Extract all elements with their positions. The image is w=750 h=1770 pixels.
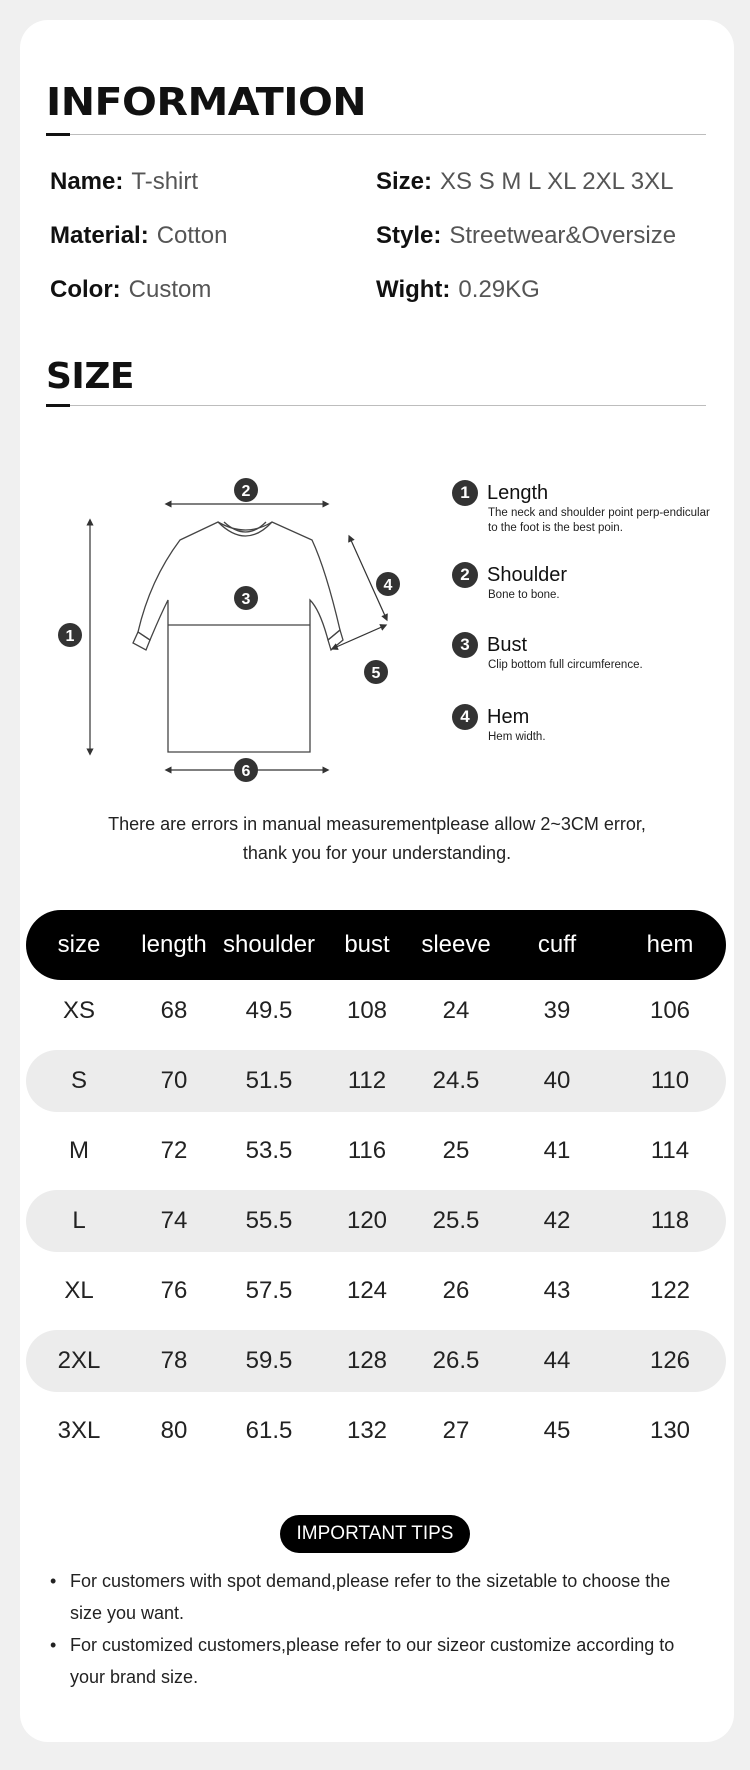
table-cell: 78 (160, 1347, 188, 1374)
legend-number: 3 (452, 632, 478, 658)
header-cell: length (141, 931, 207, 958)
svg-text:4: 4 (383, 577, 393, 594)
svg-text:2: 2 (241, 483, 251, 500)
table-header (26, 910, 726, 980)
legend-number: 4 (452, 704, 478, 730)
legend-title: Bust (487, 633, 528, 656)
table-row (26, 1260, 726, 1322)
legend-bust (452, 632, 718, 673)
table-cell: 122 (649, 1277, 691, 1304)
size-table (26, 910, 726, 1470)
measurement-note: There are errors in manual measurementplease allow 2~3CM error, thank you for your understanding. (108, 814, 646, 863)
legend-title: Hem (487, 705, 530, 728)
table-cell: XL (64, 1277, 94, 1304)
table-cell: 25 (442, 1137, 470, 1164)
info-material: Material: Cotton (50, 222, 228, 249)
info-name: Name: T-shirt (50, 168, 199, 195)
table-cell: 106 (649, 997, 691, 1024)
svg-text:1: 1 (65, 628, 75, 645)
information-divider (46, 134, 706, 135)
table-cell: 110 (650, 1067, 690, 1094)
table-cell: 118 (650, 1207, 690, 1234)
table-cell: 24 (442, 997, 470, 1024)
header-cell: sleeve (421, 931, 491, 958)
table-cell: 24.5 (432, 1067, 480, 1094)
diagram-badge-hem (234, 758, 258, 782)
table-cell: 3XL (57, 1417, 101, 1444)
legend-description: Hem width. (488, 731, 546, 743)
legend-title: Shoulder (487, 563, 568, 586)
table-cell: 41 (543, 1137, 571, 1164)
header-cell: cuff (537, 931, 577, 958)
table-cell: 72 (160, 1137, 188, 1164)
table-cell: 45 (543, 1417, 571, 1444)
tip-item: • For customized customers,please refer to our sizeor customize according to your brand size. (50, 1635, 675, 1687)
table-cell: 40 (543, 1067, 571, 1094)
legend-length (452, 480, 718, 536)
info-color: Color: Custom (50, 276, 212, 303)
table-cell: XS (62, 997, 95, 1024)
table-cell: 112 (347, 1067, 387, 1094)
table-cell: 43 (543, 1277, 571, 1304)
diagram-badge-shoulder (234, 478, 258, 502)
info-size: Size: XS S M L XL 2XL 3XL (376, 168, 674, 195)
table-cell: 26 (442, 1277, 470, 1304)
diagram-badge-length (58, 623, 82, 647)
svg-text:3: 3 (241, 591, 251, 608)
table-cell: 128 (346, 1347, 388, 1374)
table-cell: 132 (346, 1417, 388, 1444)
information-divider-accent (46, 133, 70, 136)
table-cell: 44 (543, 1347, 571, 1374)
table-cell: L (72, 1207, 86, 1234)
header-cell: hem (646, 931, 694, 958)
table-body (26, 980, 726, 1462)
table-cell: 25.5 (432, 1207, 480, 1234)
table-row (26, 980, 726, 1042)
table-cell: 80 (160, 1417, 188, 1444)
legend-number: 2 (452, 562, 478, 588)
header-cell: shoulder (222, 931, 316, 958)
product-info-card (20, 20, 734, 1742)
table-cell: 53.5 (245, 1137, 293, 1164)
legend-hem (452, 704, 718, 745)
size-divider-accent (46, 404, 70, 407)
table-row (26, 1400, 726, 1462)
table-cell: 116 (347, 1137, 387, 1164)
table-cell: 42 (543, 1207, 571, 1234)
diagram-badge-sleeve (376, 572, 400, 596)
important-tips-badge: IMPORTANT TIPS (280, 1515, 470, 1553)
table-cell: 49.5 (245, 997, 293, 1024)
table-cell: 108 (346, 997, 388, 1024)
tips-list (46, 1565, 706, 1693)
table-cell: 130 (649, 1417, 691, 1444)
svg-text:6: 6 (241, 763, 251, 780)
info-style: Style: Streetwear&Oversize (376, 222, 677, 249)
tshirt-outline-icon (133, 522, 343, 752)
table-cell: 76 (160, 1277, 188, 1304)
header-cell: bust (344, 931, 390, 958)
table-cell: 61.5 (245, 1417, 293, 1444)
table-cell: 57.5 (245, 1277, 293, 1304)
table-cell: 55.5 (245, 1207, 293, 1234)
diagram-badge-bust (234, 586, 258, 610)
legend-description: Bone to bone. (488, 589, 560, 601)
table-row (26, 1050, 726, 1112)
info-weight: Wight: 0.29KG (376, 276, 540, 303)
table-cell: 120 (346, 1207, 388, 1234)
table-cell: 27 (442, 1417, 470, 1444)
legend-number: 1 (452, 480, 478, 506)
table-cell: 70 (160, 1067, 188, 1094)
table-cell: 74 (160, 1207, 188, 1234)
table-cell: M (69, 1137, 89, 1164)
information-title: INFORMATION (46, 80, 367, 124)
size-divider (46, 405, 706, 406)
tip-item: • For customers with spot demand,please refer to the sizetable to choose the size you want. (50, 1571, 671, 1623)
legend-description: Clip bottom full circumference. (488, 659, 643, 671)
table-cell: 114 (650, 1137, 690, 1164)
table-cell: 39 (543, 997, 571, 1024)
table-row (26, 1120, 726, 1182)
table-row (26, 1330, 726, 1392)
table-cell: 59.5 (245, 1347, 293, 1374)
table-cell: 2XL (57, 1347, 101, 1374)
diagram-badge-cuff (364, 660, 388, 684)
svg-text:5: 5 (371, 665, 381, 682)
table-cell: S (70, 1067, 87, 1094)
legend-title: Length (487, 481, 549, 504)
table-cell: 68 (160, 997, 188, 1024)
table-cell: 51.5 (245, 1067, 293, 1094)
legend-description: The neck and shoulder point perp-endicular to the foot is the best poin. (488, 507, 710, 534)
size-title: SIZE (46, 356, 135, 397)
table-cell: 126 (649, 1347, 691, 1374)
table-row (26, 1190, 726, 1252)
legend-shoulder (452, 562, 718, 603)
table-cell: 124 (346, 1277, 388, 1304)
header-cell: size (57, 931, 101, 958)
table-cell: 26.5 (432, 1347, 480, 1374)
